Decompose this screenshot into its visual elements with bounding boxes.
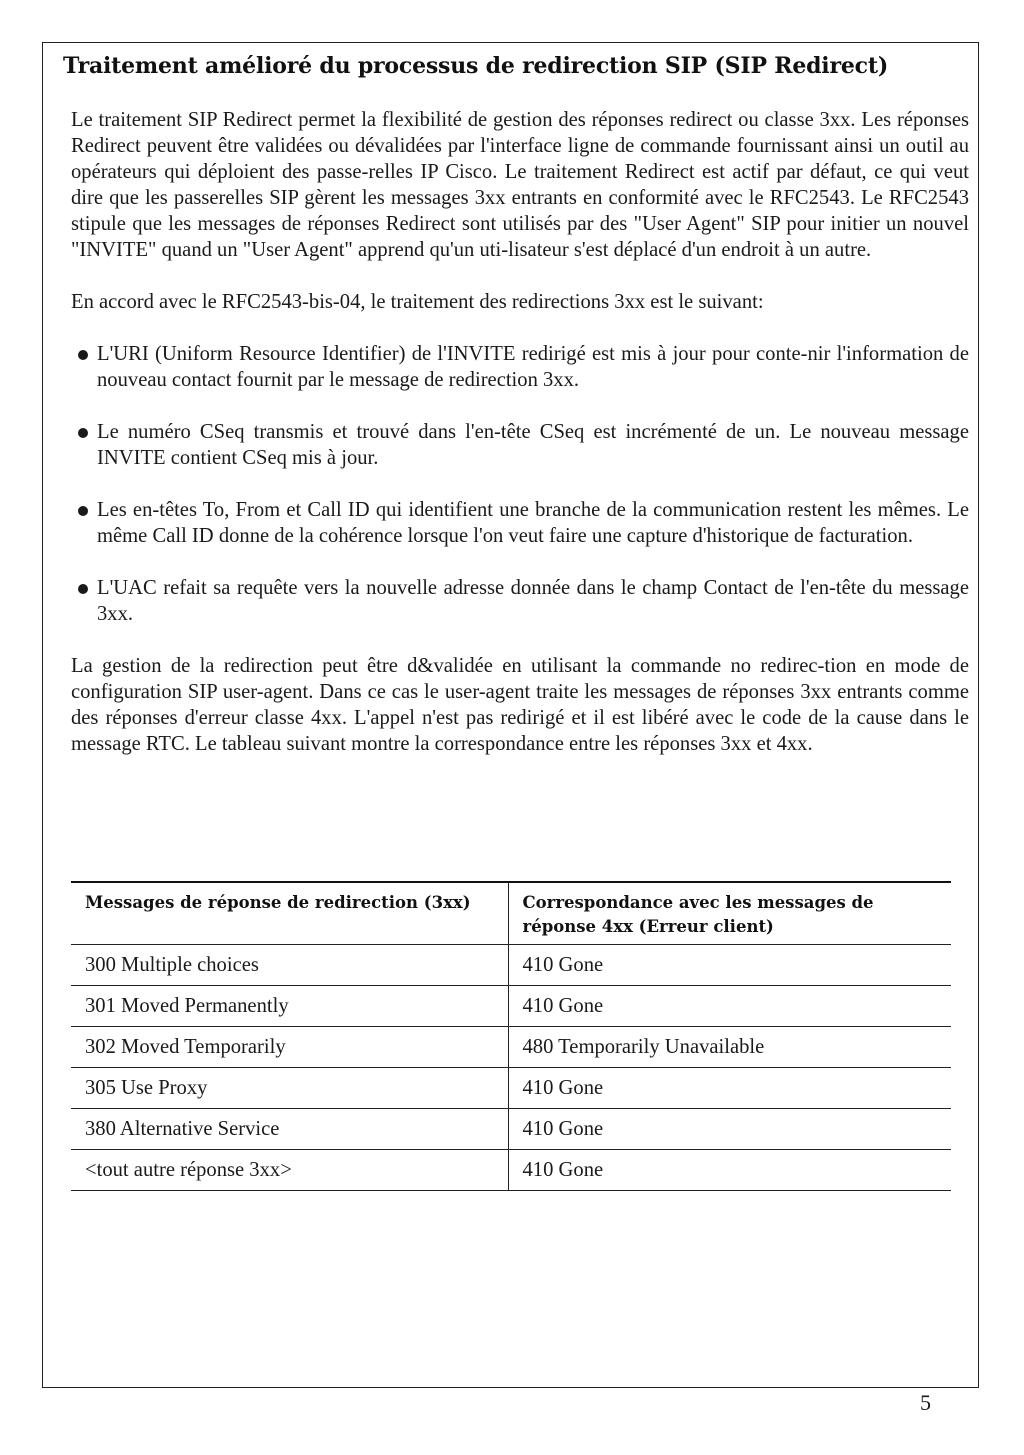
bullet-icon [78,428,88,438]
table-cell-3xx: 302 Moved Temporarily [71,1027,508,1068]
table-cell-3xx: 300 Multiple choices [71,945,508,986]
table-cell-3xx: 380 Alternative Service [71,1109,508,1150]
list-item-text: L'URI (Uniform Resource Identifier) de l'INVITE redirigé est mis à jour pour conte-nir l'information de nouveau contact fournit par le message de redirection 3xx. [97,343,969,391]
body-content [71,107,969,783]
table-row [71,1027,951,1068]
page-frame [42,42,979,1388]
redirect-mapping-table [71,881,951,1191]
table-row [71,1109,951,1150]
table-header-4xx: Correspondance avec les messages de réponse 4xx (Erreur client) [522,893,874,936]
table-cell-4xx: 410 Gone [522,995,604,1017]
table-cell-3xx: 305 Use Proxy [71,1068,508,1109]
page-number: 5 [920,1390,931,1415]
table-cell-4xx: 410 Gone [522,1118,604,1140]
list-item-text: Le numéro CSeq transmis et trouvé dans l'en-tête CSeq est incrémenté de un. Le nouveau message INVITE contient CSeq mis à jour. [97,421,969,469]
bullet-icon [78,584,88,594]
table-cell-3xx: 301 Moved Permanently [71,986,508,1027]
table-cell-4xx: 410 Gone [522,1159,604,1181]
bullet-list [71,341,969,627]
page-title: Traitement amélioré du processus de redirection SIP (SIP Redirect) [63,53,889,79]
redirect-mapping-table-wrapper [71,881,951,1191]
table-row [71,986,951,1027]
lead-paragraph: En accord avec le RFC2543-bis-04, le traitement des redirections 3xx est le suivant: [71,291,764,313]
bullet-icon [78,506,88,516]
closing-paragraph: La gestion de la redirection peut être d&validée en utilisant la commande no redirec-tion en mode de configuration SIP user-agent. Dans ce cas le user-agent traite les messages de réponses 3xx entrants comme des réponses d'erreur classe 4xx. L'appel n'est pas redirigé et il est libéré avec le code de la cause dans le message RTC. Le tableau suivant montre la correspondance entre les réponses 3xx et 4xx. [71,655,969,755]
intro-paragraph: Le traitement SIP Redirect permet la flexibilité de gestion des réponses redirect ou classe 3xx. Les réponses Redirect peuvent être validées ou dévalidées par l'interface ligne de commande fournissant ainsi un outil au opérateurs qui déploient des passe-relles IP Cisco. Le traitement Redirect est actif par défaut, ce qui veut dire que les passerelles SIP gèrent les messages 3xx entrants en conformité avec le RFC2543. Le RFC2543 stipule que les messages de réponses Redirect sont utilisés par des "User Agent" SIP pour initier un nouvel "INVITE" quand un "User Agent" apprend qu'un uti-lisateur s'est déplacé d'un endroit à un autre. [71,109,969,261]
table-cell-4xx: 410 Gone [522,1077,604,1099]
bullet-icon [78,350,88,360]
table-row [71,1150,951,1191]
list-item [71,341,969,393]
list-item [71,497,969,549]
table-cell-3xx: <tout autre réponse 3xx> [71,1150,508,1191]
table-header-3xx: Messages de réponse de redirection (3xx) [71,882,508,945]
list-item-text: Les en-têtes To, From et Call ID qui identifient une branche de la communication restent les mêmes. Le même Call ID donne de la cohérence lorsque l'on veut faire une capture d'historique de facturation. [97,499,969,547]
table-header-row [71,882,951,945]
list-item [71,575,969,627]
table-cell-4xx: 480 Temporarily Unavailable [522,1036,765,1058]
table-cell-4xx: 410 Gone [522,954,604,976]
table-row [71,945,951,986]
list-item [71,419,969,471]
list-item-text: L'UAC refait sa requête vers la nouvelle adresse donnée dans le champ Contact de l'en-tête du message 3xx. [97,577,969,625]
table-row [71,1068,951,1109]
